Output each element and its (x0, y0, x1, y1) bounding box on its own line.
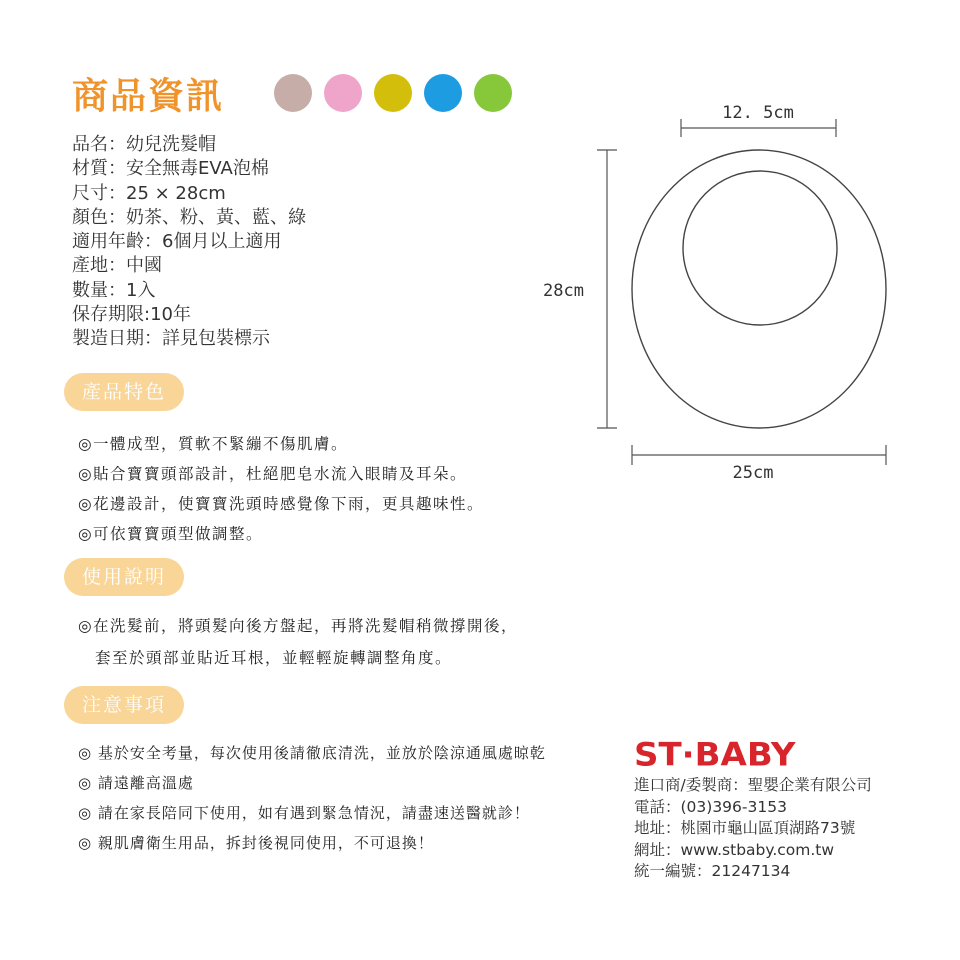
width-label: 25cm (732, 463, 774, 483)
company-info (634, 775, 872, 883)
feature-item: ◎花邊設計，使寶寶洗頭時感覺像下雨，更具趣味性。 (78, 495, 485, 513)
spec-manufacture-date: 製造日期：詳見包裝標示 (72, 328, 270, 350)
company-website: 網址：www.stbaby.com.tw (634, 840, 835, 859)
notes-list (78, 738, 546, 858)
inner-width-label: 12. 5cm (722, 103, 794, 123)
features-heading: 產品特色 (64, 373, 184, 411)
spec-age: 適用年齡：6個月以上適用 (72, 231, 282, 253)
usage-item: ◎在洗髮前，將頭髮向後方盤起，再將洗髮帽稍微撐開後， (78, 617, 519, 635)
height-label: 28cm (543, 281, 584, 301)
usage-list (78, 610, 518, 674)
company-phone: 電話：(03)396-3153 (634, 797, 787, 816)
spec-name: 品名：幼兒洗髮帽 (72, 134, 216, 155)
company-importer: 進口商/委製商：聖嬰企業有限公司 (634, 776, 872, 794)
feature-item: ◎貼合寶寶頭部設計，杜絕肥皂水流入眼睛及耳朵。 (78, 465, 468, 483)
page-title: 商品資訊 (72, 76, 225, 117)
company-tax-id: 統一編號：21247134 (634, 862, 791, 880)
company-address: 地址：桃園市龜山區頂湖路73號 (634, 819, 856, 837)
note-item: ◎ 基於安全考量，每次使用後請徹底清洗，並放於陰涼通風處晾乾 (78, 744, 546, 762)
cap-inner-hole (683, 171, 837, 325)
feature-item: ◎可依寶寶頭型做調整。 (78, 525, 264, 543)
notes-heading: 注意事項 (64, 686, 184, 724)
note-item: ◎ 請遠離高溫處 (78, 774, 194, 792)
spec-shelf-life: 保存期限:10年 (72, 304, 191, 326)
usage-item: 套至於頭部並貼近耳根，並輕輕旋轉調整角度。 (78, 649, 453, 667)
usage-heading: 使用說明 (64, 558, 184, 596)
spec-size: 尺寸：25 × 28cm (72, 182, 226, 204)
note-item: ◎ 親肌膚衛生用品，拆封後視同使用，不可退換！ (78, 834, 434, 852)
feature-item: ◎一體成型，質軟不緊繃不傷肌膚。 (78, 435, 349, 453)
spec-origin: 產地：中國 (72, 255, 162, 277)
spec-material: 材質：安全無毒EVA泡棉 (72, 158, 269, 180)
brand-logo: ST·BABY (634, 736, 796, 774)
cap-outer-outline (632, 150, 886, 428)
spec-colors: 顏色：奶茶、粉、黃、藍、綠 (72, 206, 306, 228)
note-item: ◎ 請在家長陪同下使用，如有遇到緊急情況，請盡速送醫就診！ (78, 804, 530, 822)
spec-quantity: 數量：1入 (72, 279, 156, 301)
features-list (78, 429, 484, 549)
